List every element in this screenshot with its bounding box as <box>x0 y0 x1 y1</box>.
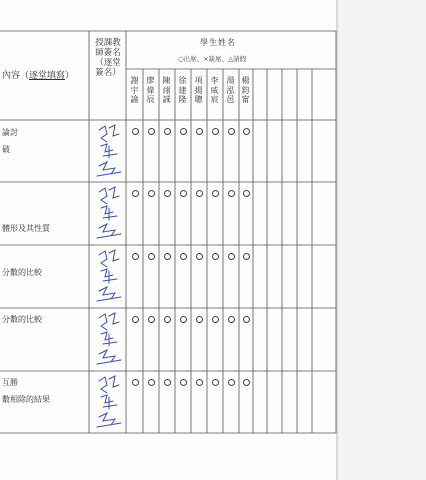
attendance-mark <box>164 190 171 197</box>
attendance-mark <box>243 253 250 260</box>
teacher-signature-header: 授課教師簽名（逐堂簽名） <box>95 38 121 78</box>
attendance-mark <box>164 316 171 323</box>
attendance-mark <box>180 190 187 197</box>
attendance-mark <box>243 128 250 135</box>
attendance-mark <box>228 379 235 386</box>
attendance-mark <box>228 190 235 197</box>
teacher-signature-2 <box>93 184 125 242</box>
content-header: 內容（逐堂填寫） <box>2 71 75 81</box>
attendance-mark <box>212 379 219 386</box>
row-5-line-2: 數相除的結果 <box>2 395 50 404</box>
attendance-mark <box>196 253 203 260</box>
teacher-signature-3 <box>93 247 125 305</box>
attendance-mark <box>180 316 187 323</box>
row-4-line-1: 分數的比較 <box>2 315 42 324</box>
student-name-8: 楊鈞甯 <box>241 76 250 104</box>
attendance-mark <box>148 253 155 260</box>
attendance-mark <box>196 316 203 323</box>
attendance-mark <box>180 379 187 386</box>
attendance-mark <box>148 379 155 386</box>
attendance-mark <box>164 379 171 386</box>
student-name-5: 項揚聰 <box>194 76 203 104</box>
attendance-mark <box>212 253 219 260</box>
attendance-mark <box>180 253 187 260</box>
attendance-mark <box>228 316 235 323</box>
teacher-signature-4 <box>93 310 125 368</box>
attendance-mark <box>132 190 139 197</box>
attendance-mark <box>132 316 139 323</box>
attendance-mark <box>243 316 250 323</box>
attendance-mark <box>148 190 155 197</box>
row-3-line-1: 分數的比較 <box>2 268 42 277</box>
student-name-7: 湯泓邑 <box>226 76 235 104</box>
attendance-mark <box>148 128 155 135</box>
attendance-mark <box>164 128 171 135</box>
attendance-mark <box>212 190 219 197</box>
attendance-mark <box>228 128 235 135</box>
attendance-mark <box>196 128 203 135</box>
row-5-line-1: 互勝 <box>2 378 18 387</box>
attendance-mark <box>228 253 235 260</box>
attendance-mark <box>212 128 219 135</box>
attendance-mark <box>212 316 219 323</box>
row-2-line-1: 體形及其性質 <box>2 224 50 233</box>
attendance-mark <box>132 379 139 386</box>
student-name-6: 李威宸 <box>210 76 219 104</box>
student-name-4: 徐建隆 <box>178 76 187 104</box>
student-name-3: 陳翊誠 <box>162 76 171 104</box>
row-1-line-1: 論討 <box>2 128 18 137</box>
attendance-mark <box>196 190 203 197</box>
attendance-mark <box>132 253 139 260</box>
student-name-2: 廖偉辰 <box>146 76 155 104</box>
attendance-legend: ○出席、×缺席、△請假 <box>178 55 247 63</box>
row-1-line-2: 破 <box>2 145 10 154</box>
attendance-mark <box>180 128 187 135</box>
attendance-mark <box>196 379 203 386</box>
students-title: 學生姓名 <box>200 38 236 47</box>
attendance-mark <box>243 379 250 386</box>
teacher-signature-5 <box>93 373 125 431</box>
student-name-1: 謝宇諭 <box>130 76 139 104</box>
attendance-mark <box>132 128 139 135</box>
teacher-signature-1 <box>93 122 125 180</box>
attendance-mark <box>243 190 250 197</box>
attendance-mark <box>164 253 171 260</box>
attendance-mark <box>148 316 155 323</box>
